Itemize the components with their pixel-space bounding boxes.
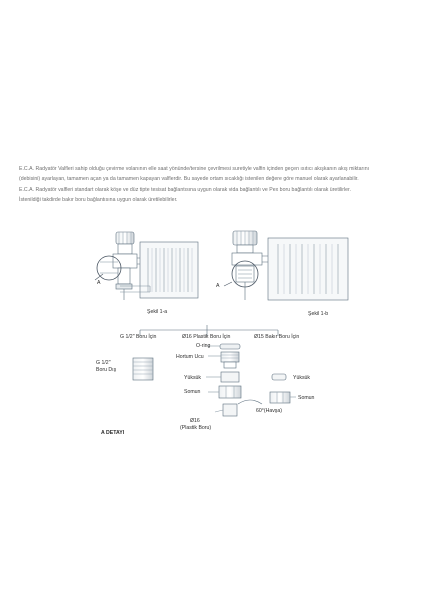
valve-body [113,254,137,268]
pipe-outer-label: Boru Dış [96,367,117,373]
detail-a-label: A DETAYI [101,430,125,436]
plastic-pipe [223,404,237,416]
branch-label-g12: G 1/2" Boru İçin [120,334,157,340]
ferrule-label: Yüksük [184,375,202,381]
description-line: (debisini) ayarlayan, tamamen açan ya da tamamen kapayan valflerdir. Bu sayede ortam sıcaklığı istenilen değere göre manuel olarak ayarlanabilir. [19,176,359,183]
callout-a-left: A [97,280,101,286]
nut [219,386,241,398]
description-line: E.C.A. Radyatör valfleri standart olarak köşe ve düz tipte tesisat bağlantısına uygun olarak vida bağlantılı ve Pex boru bağlantılı olarak üretilirler. [19,186,351,193]
description-line: İstenildiği takdirde bakır boru bağlantısına uygun olarak üretilebilirler. [19,196,178,203]
valve-body [232,253,262,265]
g12-label: G 1/2" [96,360,111,366]
copper-ferrule-label: Yüksük [293,375,311,381]
branch-label-copper15: Ø15 Bakır Boru İçin [254,334,300,340]
callout-a-right: A [216,283,220,289]
flare-angle-label: 60°(Havşa) [256,408,283,414]
figure-1b [224,231,348,300]
pipe-type-label: (Plastik Boru) [180,425,212,431]
pipe-diameter-label: Ø16 [190,418,200,424]
ferrule [272,374,286,380]
o-ring [220,344,240,349]
branch-label-pex16: Ø16 Plastik Boru İçin [182,334,231,340]
figure-1a [95,232,198,300]
description-line: E.C.A. Radyatör Valfleri sahip olduğu çevirme volanının elle saat yönünde/tersine çevrilmesi suretiyle valfin içinden geçen ısıtıcı akışkanın akış miktarını [19,166,370,172]
nut [270,392,290,403]
hose-end-label: Hortum Ucu [176,354,204,360]
copper-nut-label: Somun [298,395,315,401]
hose-end [221,352,239,362]
nut-label: Somun [184,389,201,395]
figure-1b-caption: Şekil 1-b [308,311,329,317]
radiator-body [140,242,198,298]
figure-1a-caption: Şekil 1-a [147,309,168,315]
o-ring-label: O-ring [196,343,211,349]
pex16-fittings [206,344,262,416]
ferrule [221,372,239,382]
g12-fitting [133,358,153,380]
